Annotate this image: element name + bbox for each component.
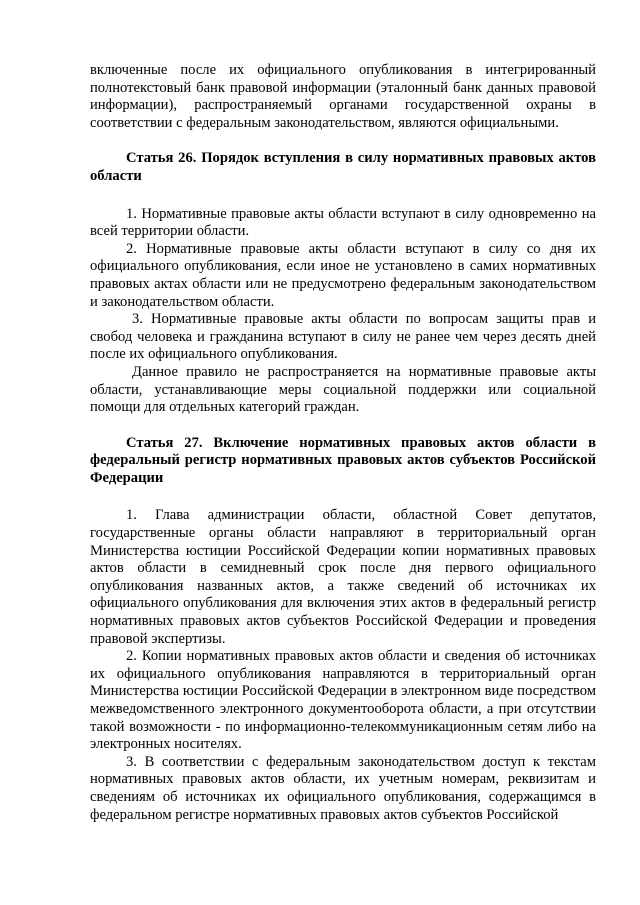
article-27-item-2: 2. Копии нормативных правовых актов области и сведения об источниках их официального опубликования направляются в территориальный орган Министерства юстиции Российской Федерации в электронном виде посредством межведомственного электронного документооборота области, а при отсутствии такой возможности - по информационно-телекоммуникационным сетям либо на электронных носителях. <box>90 648 596 753</box>
spacer <box>90 487 596 507</box>
article-27-item-3: 3. В соответствии с федеральным законодательством доступ к текстам нормативных правовых актов области, их учетным номерам, реквизитам и сведениям об источниках их официального опубликования, содержащимся в федеральном регистре нормативных правовых актов субъектов Российской <box>90 753 596 823</box>
article-26-item-3: 3. Нормативные правовые акты области по вопросам защиты прав и свобод человека и гражданина вступают в силу не ранее чем через десять дней после их официального опубликования. <box>90 311 596 363</box>
document-page <box>90 62 596 824</box>
article-27-item-1: 1. Глава администрации области, областной Совет депутатов, государственные органы области направляют в территориальный орган Министерства юстиции Российской Федерации копии нормативных правовых актов области в семидневный срок после дня первого официального опубликования названных актов, а также сведений об источниках их официального опубликования для включения этих актов в федеральный регистр нормативных правовых актов субъектов Российской Федерации и проведения правовой экспертизы. <box>90 507 596 647</box>
spacer <box>90 186 596 206</box>
article-26-note: Данное правило не распространяется на нормативные правовые акты области, устанавливающие меры социальной поддержки или социальной помощи для отдельных категорий граждан. <box>90 363 596 416</box>
article-26-item-2: 2. Нормативные правовые акты области вступают в силу со дня их официального опубликования, если иное не установлено в самих нормативных правовых актах области или не предусмотрено федеральным законодательством и законодательством области. <box>90 240 596 310</box>
article-26-item-1: 1. Нормативные правовые акты области вступают в силу одновременно на всей территории области. <box>90 205 596 240</box>
spacer <box>90 132 596 150</box>
article-27-heading: Статья 27. Включение нормативных правовых актов области в федеральный регистр нормативных правовых актов субъектов Российской Федерации <box>90 434 596 486</box>
intro-paragraph: включенные после их официального опубликования в интегрированный полнотекстовый банк правовой информации (эталонный банк данных правовой информации), распространяемый органами государственной охраны в соответствии с федеральным законодательством, являются официальными. <box>90 62 596 131</box>
article-26-heading: Статья 26. Порядок вступления в силу нормативных правовых актов области <box>90 150 596 184</box>
spacer <box>90 417 596 435</box>
